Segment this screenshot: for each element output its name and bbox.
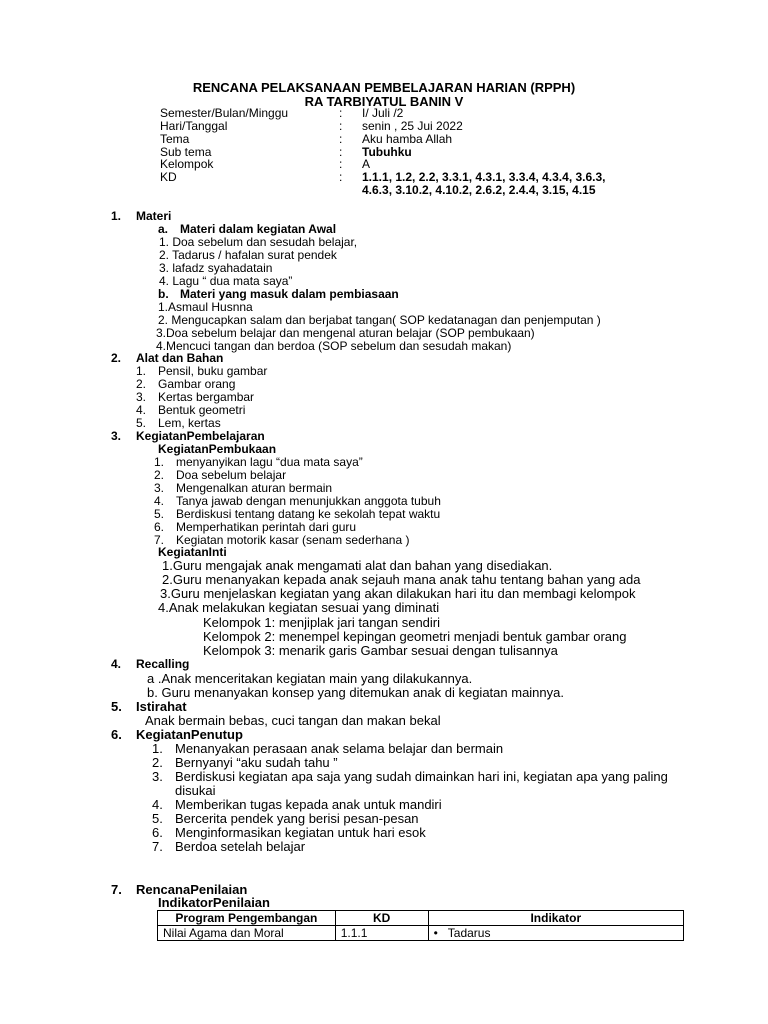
sub-heading: KegiatanPembukaan <box>158 442 277 456</box>
list-number: 6. <box>154 520 165 534</box>
list-item: menyanyikan lagu “dua mata saya” <box>176 455 363 469</box>
table-cell: 1.1.1 <box>335 926 428 941</box>
list-item: Menanyakan perasaan anak selama belajar dan bermain <box>175 741 504 756</box>
list-item: Bercerita pendek yang berisi pesan-pesan <box>175 811 419 826</box>
list-number: 4. <box>154 494 165 508</box>
sub-label: b. <box>158 287 169 301</box>
list-item: Pensil, buku gambar <box>158 364 268 378</box>
list-item: 3. lafadz syahadatain <box>159 261 273 275</box>
list-number: 4. <box>152 797 163 812</box>
info-colon: : <box>339 170 343 184</box>
list-item: 4. Lagu “ dua mata saya” <box>159 274 293 288</box>
list-item: 3.Doa sebelum belajar dan mengenal aturan belajar (SOP pembukaan) <box>156 326 535 340</box>
info-colon: : <box>339 106 343 120</box>
info-colon: : <box>339 157 343 171</box>
list-item: 1. Doa sebelum dan sesudah belajar, <box>159 235 358 249</box>
section-heading: KegiatanPembelajaran <box>136 429 265 443</box>
info-value: senin , 25 Jui 2022 <box>362 119 463 133</box>
section-number: 2. <box>111 351 122 365</box>
penilaian-table <box>157 910 684 941</box>
section-heading: RencanaPenilaian <box>136 882 248 897</box>
list-item: Tanya jawab dengan menunjukkan anggota tubuh <box>176 494 441 508</box>
document-subtitle: RA TARBIYATUL BANIN V <box>304 94 464 109</box>
info-label: Sub tema <box>160 145 212 159</box>
info-colon: : <box>339 119 343 133</box>
table-header-cell: Indikator <box>428 911 683 926</box>
section-number: 1. <box>111 209 122 223</box>
sub-label: a. <box>158 222 169 236</box>
list-item: 3.Guru menjelaskan kegiatan yang akan dilakukan hari itu dan membagi kelompok <box>160 586 636 601</box>
list-item: Memberikan tugas kepada anak untuk mandiri <box>175 797 442 812</box>
list-number: 7. <box>152 839 163 854</box>
section-heading: Recalling <box>136 657 190 671</box>
section-number: 7. <box>111 882 122 897</box>
list-number: 2. <box>154 468 165 482</box>
list-number: 1. <box>136 364 147 378</box>
list-item: Lem, kertas <box>158 416 221 430</box>
list-number: 4. <box>136 403 147 417</box>
list-number: 2. <box>152 755 163 770</box>
list-number: 5. <box>152 811 163 826</box>
list-number: 3. <box>136 390 147 404</box>
list-item: Kegiatan motorik kasar (senam sederhana ) <box>176 533 410 547</box>
list-item: 4.Anak melakukan kegiatan sesuai yang diminati <box>158 600 440 615</box>
list-item: b. Guru menanyakan konsep yang ditemukan anak di kegiatan mainnya. <box>147 685 564 700</box>
list-item: Kelompok 3: menarik garis Gambar sesuai dengan tulisannya <box>203 643 558 658</box>
sub-heading: KegiatanInti <box>158 545 227 559</box>
bullet-icon: • <box>433 925 438 940</box>
section-number: 5. <box>111 699 122 714</box>
table-row <box>158 926 684 941</box>
sub-heading: Materi yang masuk dalam pembiasaan <box>180 287 399 301</box>
info-value: Aku hamba Allah <box>362 132 453 146</box>
table-cell <box>428 926 683 941</box>
list-item: Memperhatikan perintah dari guru <box>176 520 357 534</box>
info-value: 4.6.3, 3.10.2, 4.10.2, 2.6.2, 2.4.4, 3.15, 4.15 <box>362 183 596 197</box>
table-header-row <box>158 911 684 926</box>
list-item: Berdoa setelah belajar <box>175 839 306 854</box>
section-number: 3. <box>111 429 122 443</box>
list-item: Bentuk geometri <box>158 403 246 417</box>
info-label: KD <box>160 170 177 184</box>
sub-heading: IndikatorPenilaian <box>158 895 270 910</box>
info-value: 1.1.1, 1.2, 2.2, 3.3.1, 4.3.1, 3.3.4, 4.3.4, 3.6.3, <box>362 170 606 184</box>
section-heading: Materi <box>136 209 172 223</box>
list-item: 2. Tadarus / hafalan surat pendek <box>159 248 337 262</box>
list-item: 1.Guru mengajak anak mengamati alat dan bahan yang disediakan. <box>162 558 553 573</box>
list-item: Doa sebelum belajar <box>176 468 287 482</box>
table-header-cell: KD <box>335 911 428 926</box>
info-value: Tubuhku <box>362 145 412 159</box>
list-number: 1. <box>154 455 165 469</box>
list-item: a .Anak menceritakan kegiatan main yang dilakukannya. <box>147 671 473 686</box>
list-number: 3. <box>152 769 163 784</box>
list-item: 4.Mencuci tangan dan berdoa (SOP sebelum dan sesudah makan) <box>156 339 512 353</box>
section-number: 6. <box>111 727 122 742</box>
section-heading: KegiatanPenutup <box>136 727 243 742</box>
list-item: Berdiskusi tentang datang ke sekolah tepat waktu <box>176 507 441 521</box>
list-number: 6. <box>152 825 163 840</box>
info-colon: : <box>339 145 343 159</box>
info-label: Tema <box>160 132 190 146</box>
list-item: Kertas bergambar <box>158 390 255 404</box>
list-item: 2. Mengucapkan salam dan berjabat tangan( SOP kedatanagan dan penjemputan ) <box>158 313 601 327</box>
list-item: Gambar orang <box>158 377 236 391</box>
document-title: RENCANA PELAKSANAAN PEMBELAJARAN HARIAN (RPPH) <box>192 80 576 95</box>
list-number: 1. <box>152 741 163 756</box>
list-item: Berdiskusi kegiatan apa saja yang sudah dimainkan hari ini, kegiatan apa yang paling <box>175 769 668 784</box>
table-cell: Nilai Agama dan Moral <box>158 926 336 941</box>
section-number: 4. <box>111 657 122 671</box>
list-item: Kelompok 2: menempel kepingan geometri menjadi bentuk gambar orang <box>203 629 627 644</box>
info-label: Kelompok <box>160 157 214 171</box>
list-item-continued: disukai <box>175 783 216 798</box>
info-colon: : <box>339 132 343 146</box>
list-item: Menginformasikan kegiatan untuk hari esok <box>175 825 426 840</box>
list-number: 7. <box>154 533 165 547</box>
list-item: Bernyanyi “aku sudah tahu ” <box>175 755 338 770</box>
list-item: Kelompok 1: menjiplak jari tangan sendiri <box>203 615 441 630</box>
info-value: A <box>362 157 371 171</box>
list-item: 1.Asmaul Husnna <box>158 300 253 314</box>
info-label: Semester/Bulan/Minggu <box>160 106 289 120</box>
list-number: 5. <box>136 416 147 430</box>
section-text: Anak bermain bebas, cuci tangan dan makan bekal <box>145 713 441 728</box>
info-label: Hari/Tanggal <box>160 119 228 133</box>
section-heading: Istirahat <box>136 699 187 714</box>
sub-heading: Materi dalam kegiatan Awal <box>180 222 337 236</box>
list-number: 2. <box>136 377 147 391</box>
list-item: Mengenalkan aturan bermain <box>176 481 333 495</box>
info-value: I/ Juli /2 <box>362 106 404 120</box>
table-header-cell: Program Pengembangan <box>158 911 336 926</box>
list-number: 5. <box>154 507 165 521</box>
indikator-text: Tadarus <box>447 925 491 940</box>
list-item: 2.Guru menanyakan kepada anak sejauh mana anak tahu tentang bahan yang ada <box>162 572 641 587</box>
list-number: 3. <box>154 481 165 495</box>
section-heading: Alat dan Bahan <box>136 351 224 365</box>
